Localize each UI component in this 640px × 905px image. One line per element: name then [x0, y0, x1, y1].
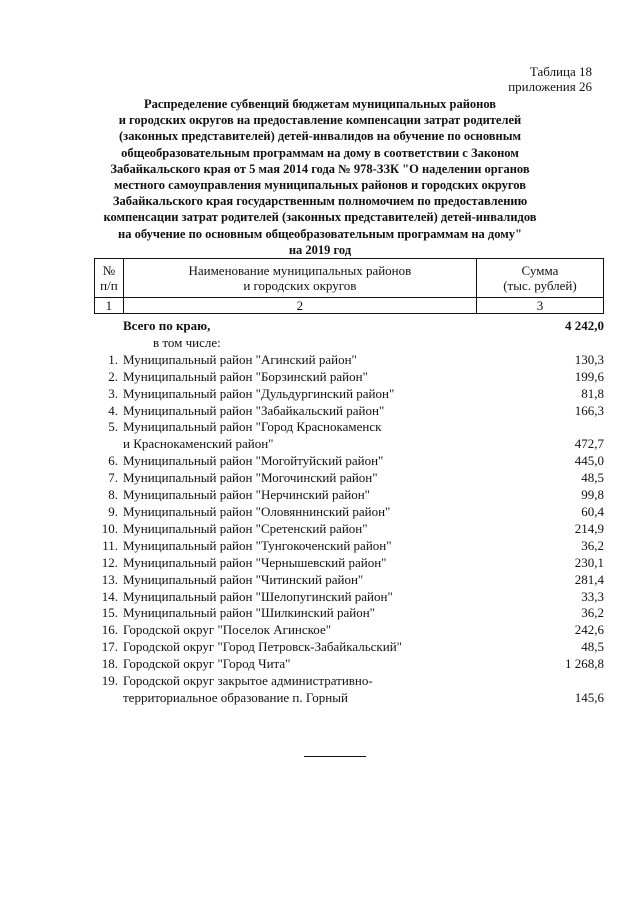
row-name	[123, 419, 504, 453]
column-number-1: 1	[95, 298, 124, 314]
header-name: Наименование муниципальных районов и городских округов	[123, 259, 476, 298]
row-name-line: Муниципальный район "Забайкальский район"	[123, 402, 385, 418]
row-name	[123, 369, 504, 386]
row-name-line: Муниципальный район "Сретенский район"	[123, 520, 368, 536]
row-name-line: Муниципальный район "Тунгокоченский район"	[123, 537, 392, 553]
row-number: 7.	[108, 470, 118, 486]
title-line: на обучение по основным общеобразовательным программам на дому"	[118, 226, 522, 241]
row-number: 19.	[101, 673, 118, 689]
row-name	[123, 504, 504, 521]
row-value: 166,3	[574, 402, 604, 418]
row-value: 60,4	[581, 503, 604, 519]
row-name	[123, 470, 504, 487]
row-name	[123, 589, 504, 606]
table-row	[94, 369, 604, 386]
end-separator-line	[304, 756, 366, 757]
row-number: 1.	[108, 351, 118, 367]
row-name-line: Городской округ закрытое административно-	[123, 673, 373, 689]
row-name	[123, 639, 504, 656]
row-name-line: Муниципальный район "Город Краснокаменск	[123, 419, 382, 435]
title-line: общеобразовательным программам на дому в соответствии с Законом	[121, 145, 519, 160]
row-value: 48,5	[581, 639, 604, 655]
table-row	[94, 521, 604, 538]
title-line: местного самоуправления муниципальных районов и городских округов	[113, 178, 526, 193]
row-value: 99,8	[581, 487, 604, 503]
row-name	[123, 622, 504, 639]
row-number: 2.	[108, 368, 118, 384]
title-line: Распределение субвенций бюджетам муниципальных районов	[143, 97, 497, 111]
total-label: Всего по краю,	[123, 318, 211, 333]
title-line: и городских округов на предоставление компенсации затрат родителей	[118, 113, 522, 128]
table-row	[94, 639, 604, 656]
row-name-line: Городской округ "Город Чита"	[123, 656, 291, 672]
row-name-line: Муниципальный район "Шелопугинский район"	[123, 588, 393, 604]
row-number: 12.	[101, 554, 118, 570]
row-name-line: Городской округ "Город Петровск-Забайкальский"	[123, 639, 402, 655]
title-line: компенсации затрат родителей (законных представителей) детей-инвалидов	[103, 210, 537, 225]
row-value: 33,3	[581, 588, 604, 604]
total-value: 4 242,0	[565, 318, 604, 333]
row-number: 6.	[108, 453, 118, 469]
row-name-line: Муниципальный район "Могойтуйский район"	[123, 453, 384, 469]
row-name-line: Городской округ "Поселок Агинское"	[123, 622, 332, 638]
row-name	[123, 538, 504, 555]
column-number-2: 2	[123, 298, 476, 314]
table-number: Таблица 18	[529, 64, 592, 79]
row-number: 5.	[108, 419, 118, 435]
row-number: 4.	[108, 402, 118, 418]
row-name-line: Муниципальный район "Чернышевский район"	[123, 554, 387, 570]
row-value: 230,1	[574, 554, 604, 570]
row-value: 472,7	[574, 436, 604, 452]
table-row	[94, 622, 604, 639]
title-line: Забайкальского края от 5 мая 2014 года № 978-ЗЗК "О наделении органов	[110, 161, 530, 176]
row-number: 10.	[101, 520, 118, 536]
row-name-line: Муниципальный район "Шилкинский район"	[123, 605, 375, 621]
row-name	[123, 656, 504, 673]
row-name-line: Муниципальный район "Читинский район"	[123, 571, 364, 587]
column-number-3: 3	[476, 298, 603, 314]
row-number: 9.	[108, 503, 118, 519]
row-value: 199,6	[574, 368, 604, 384]
distribution-table-body	[94, 318, 604, 707]
header-sum: Сумма (тыс. рублей)	[476, 259, 603, 298]
table-row	[94, 403, 604, 420]
row-value: 36,2	[581, 605, 604, 621]
row-name	[123, 403, 504, 420]
row-value: 130,3	[574, 351, 604, 367]
total-row	[94, 318, 604, 335]
row-name	[123, 487, 504, 504]
row-value: 214,9	[574, 520, 604, 536]
table-row	[94, 572, 604, 589]
table-row	[94, 656, 604, 673]
row-name	[123, 386, 504, 403]
appendix-number: приложения 26	[508, 79, 592, 94]
row-number: 17.	[101, 639, 118, 655]
row-value: 1 268,8	[565, 656, 604, 672]
row-name	[123, 605, 504, 622]
row-name	[123, 521, 504, 538]
row-number: 11.	[102, 537, 118, 553]
row-value: 281,4	[574, 571, 604, 587]
table-row	[94, 589, 604, 606]
row-name	[123, 352, 504, 369]
row-name	[123, 572, 504, 589]
title-line: Забайкальского края государственным полномочием по предоставлению	[112, 194, 528, 209]
row-value: 36,2	[581, 537, 604, 553]
table-row	[94, 504, 604, 521]
row-name-line: Муниципальный район "Дульдургинский район"	[123, 385, 395, 401]
title-line: на 2019 год	[288, 242, 352, 257]
row-number: 16.	[101, 622, 118, 638]
table-row	[94, 352, 604, 369]
row-name-line: территориальное образование п. Горный	[123, 689, 348, 705]
subtotal-caption-row	[94, 335, 604, 352]
table-row	[94, 605, 604, 622]
header-number: № п/п	[95, 259, 124, 298]
row-name-line: Муниципальный район "Могочинский район"	[123, 470, 378, 486]
title-line: (законных представителей) детей-инвалидов на обучение по основным	[119, 129, 521, 144]
row-name-line: Муниципальный район "Оловяннинский район"	[123, 503, 391, 519]
row-number: 14.	[101, 588, 118, 604]
row-value: 242,6	[574, 622, 604, 638]
table-row	[94, 538, 604, 555]
row-name	[123, 453, 504, 470]
row-value: 145,6	[574, 689, 604, 705]
row-name	[123, 673, 504, 707]
table-row	[94, 487, 604, 504]
document-title	[96, 96, 544, 258]
table-row	[94, 386, 604, 403]
table-row	[94, 555, 604, 572]
row-number: 8.	[108, 487, 118, 503]
row-number: 13.	[101, 571, 118, 587]
table-row	[94, 673, 604, 707]
row-value: 81,8	[581, 385, 604, 401]
row-value: 48,5	[581, 470, 604, 486]
row-name-line: Муниципальный район "Нерчинский район"	[123, 487, 370, 503]
row-name	[123, 555, 504, 572]
row-name-line: Муниципальный район "Агинский район"	[123, 351, 357, 367]
row-number: 15.	[101, 605, 118, 621]
row-name-line: и Краснокаменский район"	[123, 436, 274, 452]
table-row	[94, 419, 604, 453]
table-row	[94, 453, 604, 470]
distribution-table-header	[94, 258, 604, 314]
row-number: 3.	[108, 385, 118, 401]
row-value: 445,0	[574, 453, 604, 469]
table-row	[94, 470, 604, 487]
row-name-line: Муниципальный район "Борзинский район"	[123, 368, 368, 384]
subtotal-caption: в том числе:	[153, 334, 221, 350]
appendix-reference	[508, 64, 592, 94]
row-number: 18.	[101, 656, 118, 672]
